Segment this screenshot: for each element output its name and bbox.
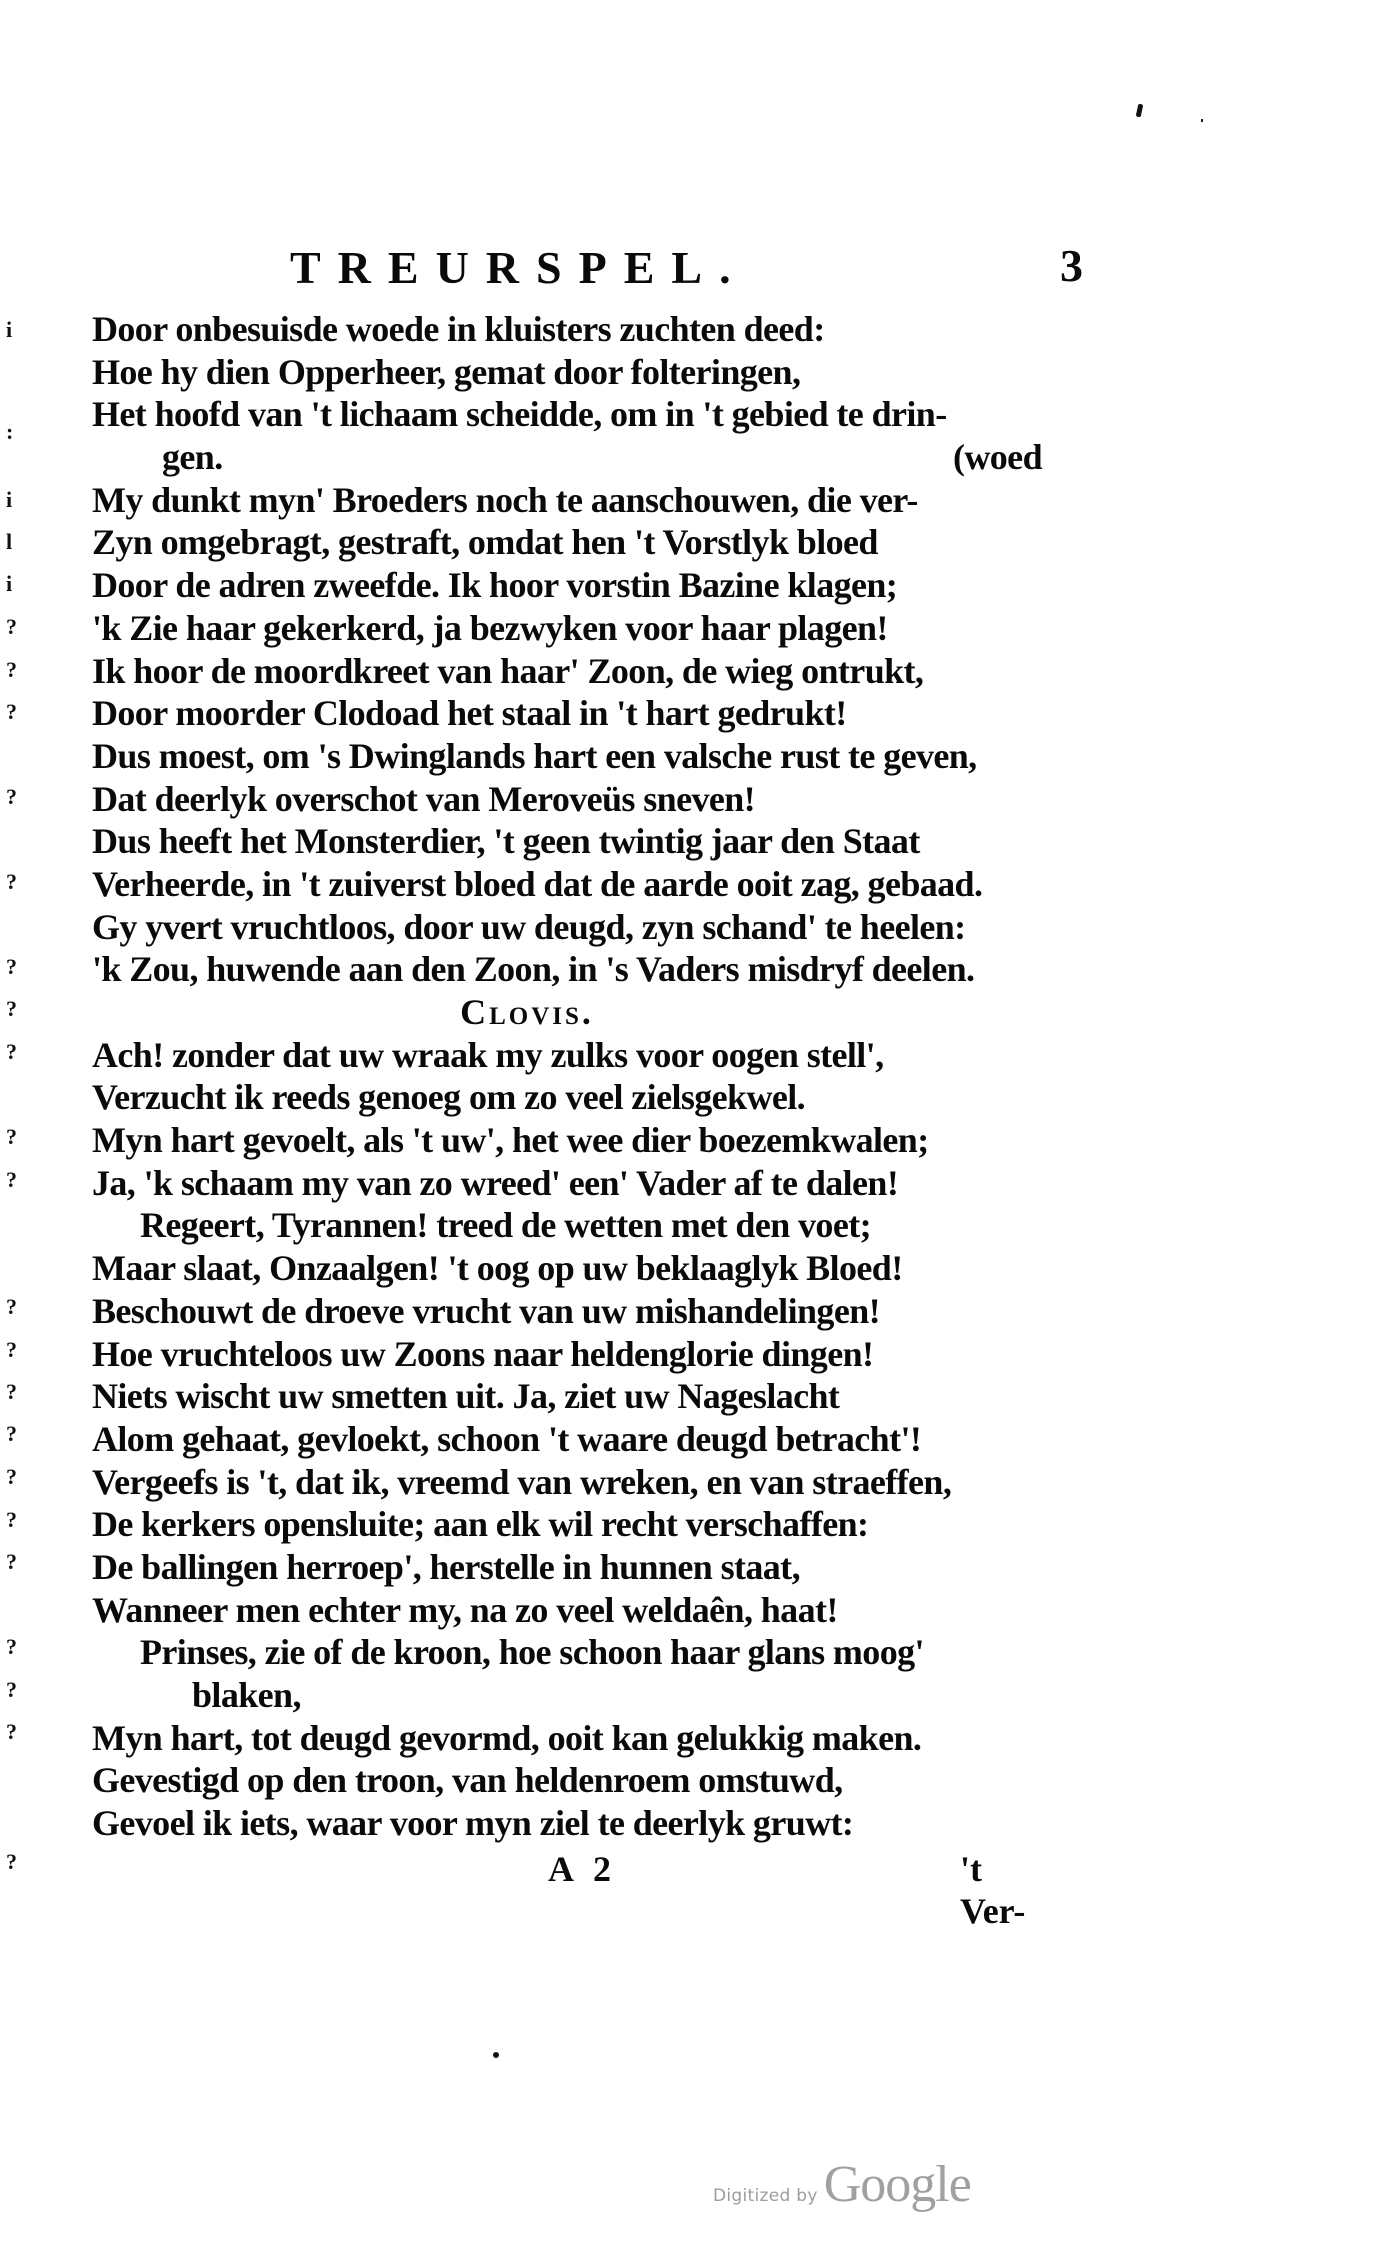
margin-mark: ? xyxy=(6,869,17,894)
ink-speck xyxy=(1201,119,1203,122)
margin-mark: ? xyxy=(6,1337,17,1362)
margin-mark: ? xyxy=(6,1549,17,1574)
margin-mark: ? xyxy=(6,1677,17,1702)
verse-line: De ballingen herroep', herstelle in hunnen staat, xyxy=(92,1546,800,1587)
verse-line: Ik hoor de moordkreet van haar' Zoon, de wieg ontrukt, xyxy=(92,650,924,691)
signature-mark: A 2 xyxy=(548,1849,618,1889)
verse-line: Verzucht ik reeds genoeg om zo veel zielsgekwel. xyxy=(92,1077,806,1118)
verse-line: Maar slaat, Onzaalgen! 't oog op uw beklaaglyk Bloed! xyxy=(92,1248,903,1289)
verse-line: Alom gehaat, gevloekt, schoon 't waare deugd betracht'! xyxy=(92,1418,922,1459)
margin-mark: ? xyxy=(6,996,17,1021)
margin-mark: ? xyxy=(6,1507,17,1532)
digitization-watermark xyxy=(713,2155,971,2214)
verse-line: 'k Zie haar gekerkerd, ja bezwyken voor haar plagen! xyxy=(92,607,888,648)
verse-line: Ja, 'k schaam my van zo wreed' een' Vader af te dalen! xyxy=(92,1162,899,1203)
verse-block xyxy=(92,308,1052,1845)
margin-mark: ? xyxy=(6,784,17,809)
verse-line: Prinses, zie of de kroon, hoe schoon haar glans moog' xyxy=(140,1632,924,1673)
margin-mark: ? xyxy=(6,1124,17,1149)
verse-line: Regeert, Tyrannen! treed de wetten met den voet; xyxy=(140,1205,871,1246)
verse-line: 'k Zou, huwende aan den Zoon, in 's Vaders misdryf deelen. xyxy=(92,949,975,990)
margin-mark: ? xyxy=(6,614,17,639)
verse-line: Dus heeft het Monsterdier, 't geen twintig jaar den Staat xyxy=(92,821,920,862)
verse-line-split xyxy=(92,436,1052,479)
watermark-prefix: Digitized by xyxy=(713,2186,818,2206)
page-number: 3 xyxy=(1060,240,1083,291)
verse-line: Myn hart gevoelt, als 't uw', het wee dier boezemkwalen; xyxy=(92,1120,929,1161)
margin-mark: ? xyxy=(6,699,17,724)
verse-line: Wanneer men echter my, na zo veel weldaên, haat! xyxy=(92,1589,838,1630)
margin-mark: ? xyxy=(6,1167,17,1192)
verse-line-continuation: gen. xyxy=(162,437,223,478)
margin-mark: ? xyxy=(6,1634,17,1659)
margin-mark: i xyxy=(6,487,13,512)
turnover-word: (woed xyxy=(953,437,1042,478)
verse-line: My dunkt myn' Broeders noch te aanschouwen, die ver- xyxy=(92,479,918,520)
margin-mark: ? xyxy=(6,1849,17,1874)
verse-line: Zyn omgebragt, gestraft, omdat hen 't Vorstlyk bloed xyxy=(92,522,878,563)
verse-line: De kerkers opensluite; aan elk wil recht verschaffen: xyxy=(92,1504,869,1545)
margin-mark: ? xyxy=(6,657,17,682)
verse-line: Door onbesuisde woede in kluisters zuchten deed: xyxy=(92,309,825,349)
margin-mark: ? xyxy=(6,1039,17,1064)
margin-mark: ? xyxy=(6,1294,17,1319)
margin-mark: i xyxy=(6,317,13,342)
page-footer xyxy=(92,1848,1032,1931)
speaker-name: Clovis. xyxy=(460,992,594,1032)
catchword: 't Ver- xyxy=(960,1849,1026,1931)
verse-line: Het hoofd van 't lichaam scheidde, om in 't gebied te drin- xyxy=(92,394,947,435)
margin-mark: ? xyxy=(6,954,17,979)
margin-mark: ? xyxy=(6,1464,17,1489)
watermark-logo: Google xyxy=(823,2156,971,2213)
margin-mark: i xyxy=(6,571,13,596)
verse-line: Dus moest, om 's Dwinglands hart een valsche rust te geven, xyxy=(92,735,977,776)
verse-line: Dat deerlyk overschot van Meroveüs sneven! xyxy=(92,778,756,819)
verse-line: Myn hart, tot deugd gevormd, ooit kan gelukkig maken. xyxy=(92,1717,922,1758)
margin-mark: ? xyxy=(6,1379,17,1404)
verse-line: Gy yvert vruchtloos, door uw deugd, zyn schand' te heelen: xyxy=(92,906,966,947)
margin-mark: l xyxy=(6,529,13,554)
verse-line: Door de adren zweefde. Ik hoor vorstin Bazine klagen; xyxy=(92,565,898,606)
verse-line: Niets wischt uw smetten uit. Ja, ziet uw Nageslacht xyxy=(92,1376,840,1417)
ink-speck xyxy=(493,2052,499,2058)
verse-line: Door moorder Clodoad het staal in 't hart gedrukt! xyxy=(92,693,847,734)
margin-mark: ? xyxy=(6,1421,17,1446)
verse-line: Gevestigd op den troon, van heldenroem omstuwd, xyxy=(92,1760,843,1801)
ink-speck xyxy=(1136,104,1144,118)
verse-line-continuation: blaken, xyxy=(192,1675,301,1715)
margin-mark: : xyxy=(6,419,14,444)
verse-line: Verheerde, in 't zuiverst bloed dat de aarde ooit zag, gebaad. xyxy=(92,863,983,904)
verse-line: Vergeefs is 't, dat ik, vreemd van wreken, en van straeffen, xyxy=(92,1461,952,1502)
margin-mark: ? xyxy=(6,1719,17,1744)
verse-line: Beschouwt de droeve vrucht van uw mishandelingen! xyxy=(92,1290,881,1331)
running-head: TREURSPEL. xyxy=(290,242,748,293)
verse-line: Hoe hy dien Opperheer, gemat door folteringen, xyxy=(92,351,801,392)
verse-line: Ach! zonder dat uw wraak my zulks voor oogen stell', xyxy=(92,1034,884,1075)
verse-line: Gevoel ik iets, waar voor myn ziel te deerlyk gruwt: xyxy=(92,1803,854,1844)
verse-line: Hoe vruchteloos uw Zoons naar heldenglorie dingen! xyxy=(92,1333,874,1374)
